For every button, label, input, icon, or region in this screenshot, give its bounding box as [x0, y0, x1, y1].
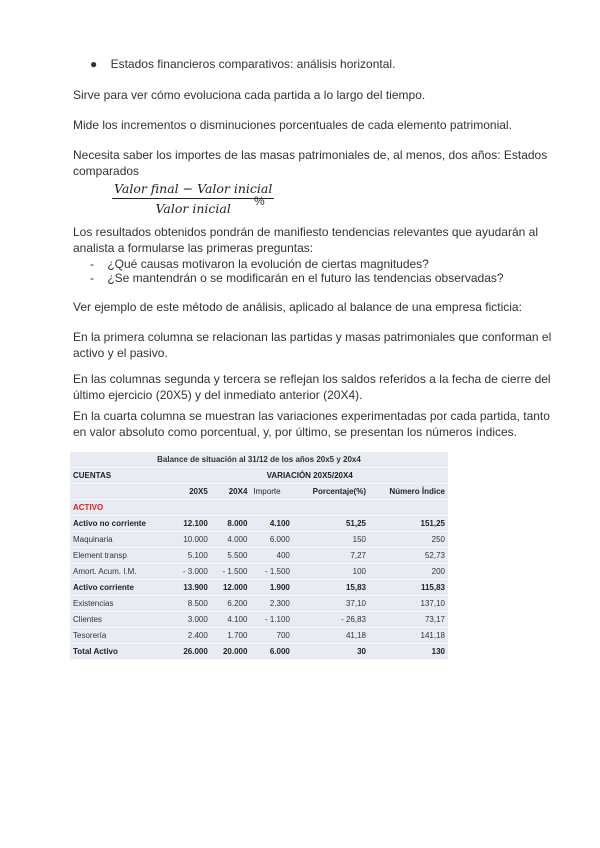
value-20x5: 5.100	[171, 548, 211, 564]
table-row	[70, 612, 448, 628]
paragraph: Ver ejemplo de este método de análisis, aplicado al balance de una empresa ficticia:	[73, 300, 522, 314]
value-importe: 6.000	[250, 644, 292, 660]
value-importe: 700	[250, 628, 292, 644]
value-indice: 115,83	[369, 580, 448, 596]
row-name: Amort. Acum. I.M.	[70, 564, 171, 580]
value-20x4: 6.200	[211, 596, 251, 612]
table-row	[70, 644, 448, 660]
row-name: Existencias	[70, 596, 171, 612]
value-porcentaje: 100	[293, 564, 369, 580]
question: ¿Se mantendrán o se modificarán en el futuro las tendencias observadas?	[107, 271, 504, 285]
value-importe: 4.100	[250, 516, 292, 532]
value-20x4: 4.000	[211, 532, 251, 548]
value-importe: 1.900	[250, 580, 292, 596]
paragraph: En la primera columna se relacionan las partidas y masas patrimoniales que conforman el activo y el pasivo.	[73, 330, 552, 360]
value-20x5: 10.000	[171, 532, 211, 548]
value-porcentaje: 150	[293, 532, 369, 548]
table-row	[70, 596, 448, 612]
bullet-item: ● Estados financieros comparativos: análisis horizontal.	[90, 57, 396, 71]
formula-unit: %	[254, 194, 265, 208]
bullet-text: Estados financieros comparativos: análisis horizontal.	[110, 57, 396, 71]
value-porcentaje: 37,10	[293, 596, 369, 612]
row-name: Maquinaria	[70, 532, 171, 548]
value-indice: 73,17	[369, 612, 448, 628]
value-20x4: 5.500	[211, 548, 251, 564]
value-indice: 200	[369, 564, 448, 580]
value-indice: 250	[369, 532, 448, 548]
row-name: Total Activo	[70, 644, 171, 660]
row-name: Tesorería	[70, 628, 171, 644]
header-20x4: 20X4	[211, 484, 251, 500]
value-20x4: 8.000	[211, 516, 251, 532]
paragraph: Sirve para ver cómo evoluciona cada partida a lo largo del tiempo.	[73, 88, 426, 102]
value-20x4: 20.000	[211, 644, 251, 660]
header-importe: Importe	[250, 484, 292, 500]
header-cuentas: CUENTAS	[70, 468, 171, 484]
value-porcentaje: 41,18	[293, 628, 369, 644]
value-20x4: 1.700	[211, 628, 251, 644]
value-porcentaje: - 26,83	[293, 612, 369, 628]
value-indice: 141,18	[369, 628, 448, 644]
dash-item: - ¿Se mantendrán o se modificarán en el futuro las tendencias observadas?	[90, 271, 504, 285]
balance-table	[70, 452, 448, 660]
value-20x5: 26.000	[171, 644, 211, 660]
section-activo: ACTIVO	[70, 500, 171, 516]
formula	[112, 181, 274, 216]
paragraph: Mide los incrementos o disminuciones porcentuales de cada elemento patrimonial.	[73, 118, 512, 132]
header-porcentaje: Porcentaje(%)	[293, 484, 369, 500]
table-row	[70, 516, 448, 532]
row-name: Clientes	[70, 612, 171, 628]
header-variacion: VARIACIÓN 20X5/20X4	[250, 468, 369, 484]
value-indice: 52,73	[369, 548, 448, 564]
value-20x5: 12.100	[171, 516, 211, 532]
value-20x5: 2.400	[171, 628, 211, 644]
formula-numerator: Valor final − Valor inicial	[112, 181, 274, 199]
value-porcentaje: 15,83	[293, 580, 369, 596]
value-20x4: 12.000	[211, 580, 251, 596]
paragraph: Los resultados obtenidos pondrán de manifiesto tendencias relevantes que ayudarán al analista a formularse las primeras preguntas:	[73, 225, 538, 255]
row-name: Activo no corriente	[70, 516, 171, 532]
table-row	[70, 532, 448, 548]
value-porcentaje: 30	[293, 644, 369, 660]
table-row	[70, 628, 448, 644]
table-row	[70, 564, 448, 580]
value-porcentaje: 7,27	[293, 548, 369, 564]
paragraph: Necesita saber los importes de las masas patrimoniales de, al menos, dos años: Estados comparados	[73, 148, 548, 178]
row-name: Element transp	[70, 548, 171, 564]
table-title: Balance de situación al 31/12 de los años 20x5 y 20x4	[70, 452, 448, 468]
value-indice: 137,10	[369, 596, 448, 612]
value-20x5: 13.900	[171, 580, 211, 596]
header-indice: Número Índice	[369, 484, 448, 500]
value-importe: - 1.500	[250, 564, 292, 580]
value-20x5: 3.000	[171, 612, 211, 628]
value-importe: 400	[250, 548, 292, 564]
row-name: Activo corriente	[70, 580, 171, 596]
value-20x4: 4.100	[211, 612, 251, 628]
value-importe: 6.000	[250, 532, 292, 548]
value-indice: 151,25	[369, 516, 448, 532]
value-20x5: 8.500	[171, 596, 211, 612]
value-importe: 2.300	[250, 596, 292, 612]
paragraph: En la cuarta columna se muestran las variaciones experimentadas por cada partida, tanto en valor absoluto como porcentual, y, por último, se presentan los números índices.	[73, 409, 550, 439]
dash-item: - ¿Qué causas motivaron la evolución de ciertas magnitudes?	[90, 257, 429, 271]
header-20x5: 20X5	[171, 484, 211, 500]
value-importe: - 1.100	[250, 612, 292, 628]
value-20x5: - 3.000	[171, 564, 211, 580]
question: ¿Qué causas motivaron la evolución de ciertas magnitudes?	[107, 257, 429, 271]
table-row	[70, 580, 448, 596]
table-row	[70, 548, 448, 564]
paragraph: En las columnas segunda y tercera se reflejan los saldos referidos a la fecha de cierre del último ejercicio (20X5) y del inmediato anterior (20X4).	[73, 372, 551, 402]
formula-denominator: Valor inicial	[155, 201, 231, 216]
value-20x4: - 1.500	[211, 564, 251, 580]
value-indice: 130	[369, 644, 448, 660]
value-porcentaje: 51,25	[293, 516, 369, 532]
